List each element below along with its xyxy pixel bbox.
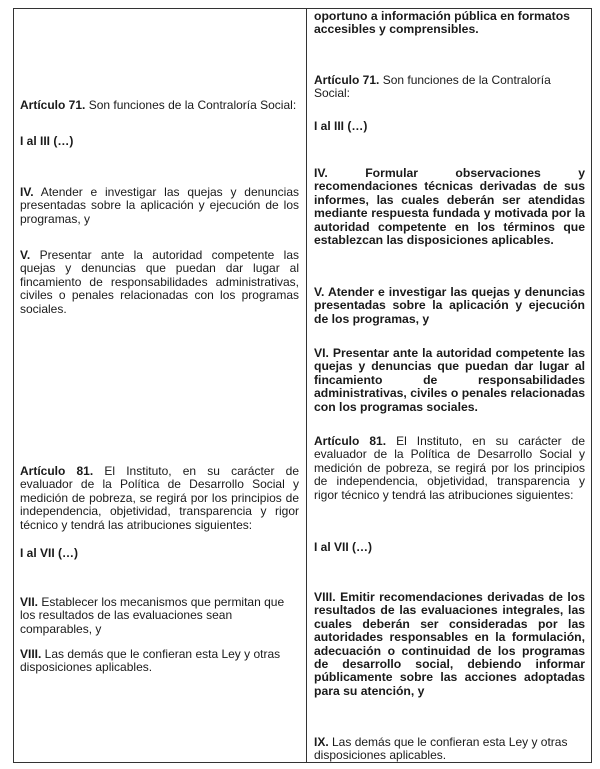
fraction-text: Las demás que le confieran esta Ley y otras disposiciones aplicables. [20, 647, 281, 675]
fraction-text: Establecer los mecanismos que permitan que los resultados de las evaluaciones sean comparables, y [20, 595, 285, 636]
left-art81-range: I al VII (…) [20, 546, 79, 560]
left-art71-iv [20, 186, 299, 226]
article-label: Artículo 71. [20, 98, 86, 112]
fraction-label: IX. [314, 735, 329, 749]
article-label: Artículo 71. [314, 73, 380, 87]
fraction-label: V. [20, 248, 31, 262]
current-text-column [14, 9, 307, 762]
fraction-text: Presentar ante la autoridad competente las quejas y denuncias que puedan dar lugar al fincamiento de responsabilidades administrativas, civiles o penales relacionadas con los programas sociales. [20, 248, 299, 316]
right-art81-range: I al VII (…) [314, 540, 373, 554]
left-art71-heading [20, 99, 299, 112]
right-continuation: oportuno a información pública en formatos accesibles y comprensibles. [314, 9, 570, 37]
right-art71-iv: IV. Formular observaciones y recomendaciones técnicas derivadas de sus informes, las cuales deberán ser atendidas mediante respuesta fundada y motivada por la autoridad competente en los términos que establezcan las disposiciones aplicables. [314, 166, 585, 248]
right-art81-ix [314, 736, 585, 763]
left-art81-heading [20, 465, 299, 532]
article-label: Artículo 81. [20, 464, 94, 478]
right-art81-heading [314, 435, 585, 502]
comparison-table [13, 8, 592, 763]
article-text: El Instituto, en su carácter de evaluador de la Política de Desarrollo Social y medición de pobreza, se regirá por los principios de independencia, objetividad, transparencia y rigor técnico y tendrá las atribuciones siguientes: [314, 434, 586, 502]
right-art81-viii: VIII. Emitir recomendaciones derivadas de los resultados de las evaluaciones integrales, las cuales deberán ser consideradas por las autoridades responsables en la formulación, adecuación o continuidad de los programas de desarrollo social, debiendo informar públicamente sobre las acciones adoptadas para su atención, y [314, 590, 585, 698]
fraction-text: Atender e investigar las quejas y denuncias presentadas sobre la aplicación y ejecución de los programas, y [20, 185, 299, 226]
right-art71-heading [314, 74, 585, 101]
fraction-label: IV. [20, 185, 34, 199]
article-text: El Instituto, en su carácter de evaluador de la Política de Desarrollo Social y medición de pobreza, se regirá por los principios de independencia, objetividad, transparencia y rigor técnico y tendrá las atribuciones siguientes: [20, 464, 300, 532]
left-art81-vii [20, 596, 299, 636]
right-art71-range: I al III (…) [314, 119, 368, 133]
right-art71-v: V. Atender e investigar las quejas y denuncias presentadas sobre la aplicación y ejecución de los programas, y [314, 285, 585, 326]
fraction-label: VIII. [20, 647, 42, 661]
article-text: Son funciones de la Contraloría Social: [85, 98, 297, 112]
fraction-label: VII. [20, 595, 39, 609]
left-art71-v [20, 249, 299, 316]
article-text: Son funciones de la Contraloría Social: [314, 73, 551, 101]
left-art81-viii [20, 648, 299, 675]
right-art71-vi: VI. Presentar ante la autoridad competente las quejas y denuncias que puedan dar lugar al fincamiento de responsabilidades administrativas, civiles o penales relacionadas con los programas sociales. [314, 346, 585, 414]
proposed-text-column [307, 9, 591, 762]
left-art71-range: I al III (…) [20, 134, 74, 148]
fraction-text: Las demás que le confieran esta Ley y otras disposiciones aplicables. [314, 735, 568, 763]
article-label: Artículo 81. [314, 434, 387, 448]
